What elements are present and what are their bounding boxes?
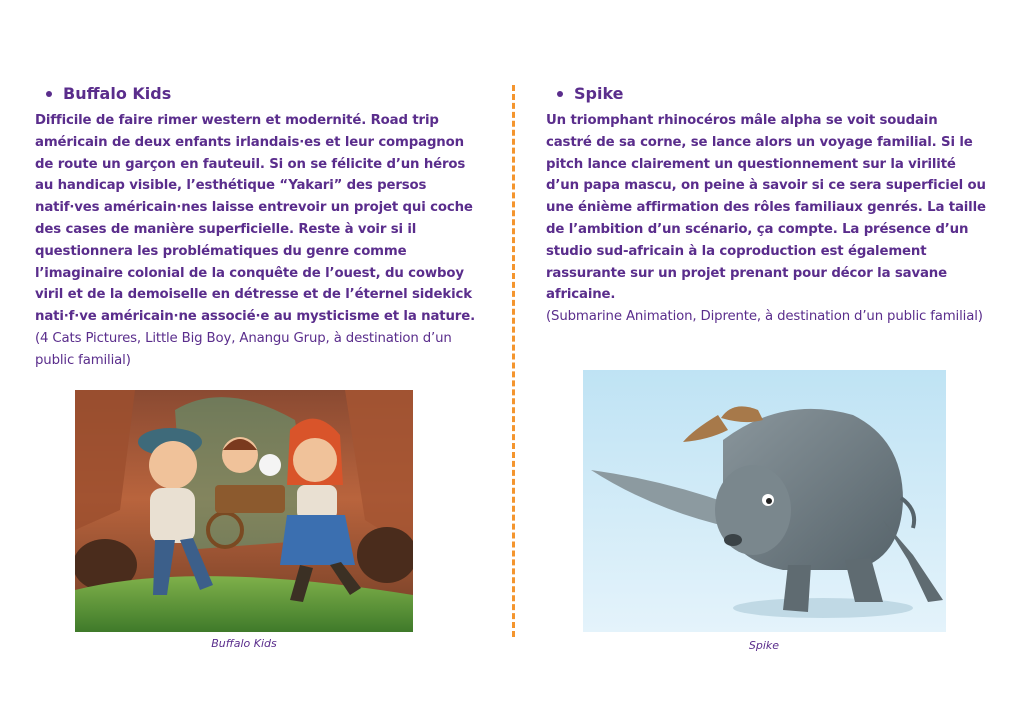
spike-illustration — [583, 370, 946, 632]
spike-description: Un triomphant rhinocéros mâle alpha se voit soudain castré de sa corne, se lance alors un voyage familial. Si le pitch lance clairement un questionnement sur la virilité d’un papa mascu, on peine à savoir si ce sera superficiel ou une énième affirmation des rôles familiaux genrés. La taille de l’ambition d’un scénario, ça compte. La présence d’un studio sud-africain à la coproduction est également rassurante sur un projet prenant pour décor la savane africaine. — [546, 113, 986, 303]
buffalo-kids-title: Buffalo Kids — [63, 84, 172, 103]
spike-caption: Spike — [748, 639, 780, 652]
bullet-icon — [557, 91, 563, 97]
buffalo-kids-illustration — [75, 390, 413, 632]
buffalo-kids-heading — [35, 83, 480, 105]
buffalo-kids-image — [75, 390, 413, 632]
spike-credits: (Submarine Animation, Diprente, à destination d’un public familial) — [546, 309, 983, 325]
spike-section — [546, 83, 986, 328]
spike-image — [583, 370, 946, 632]
buffalo-kids-section — [35, 83, 480, 372]
column-divider — [512, 85, 515, 637]
buffalo-kids-description: Difficile de faire rimer western et modernité. Road trip américain de deux enfants irlandais·es et leur compagnon de route un garçon en fauteuil. Si on se félicite d’un héros au handicap visible, l’esthétique “Yakari” des persos natif·ves américain·nes laisse entrevoir un projet qui coche des cases de manière superficielle. Reste à voir si il questionnera les problématiques du genre comme l’imaginaire colonial de la conquête de l’ouest, du cowboy viril et de la demoiselle en détresse et de l’éternel sidekick nati·f·ve américain·ne associé·e au mysticisme et la nature. — [35, 113, 475, 325]
spike-title: Spike — [574, 84, 624, 103]
buffalo-kids-credits: (4 Cats Pictures, Little Big Boy, Anangu Grup, à destination d’un public familial) — [35, 330, 452, 368]
bullet-icon — [46, 91, 52, 97]
buffalo-kids-caption: Buffalo Kids — [211, 637, 277, 650]
spike-heading — [546, 83, 986, 105]
